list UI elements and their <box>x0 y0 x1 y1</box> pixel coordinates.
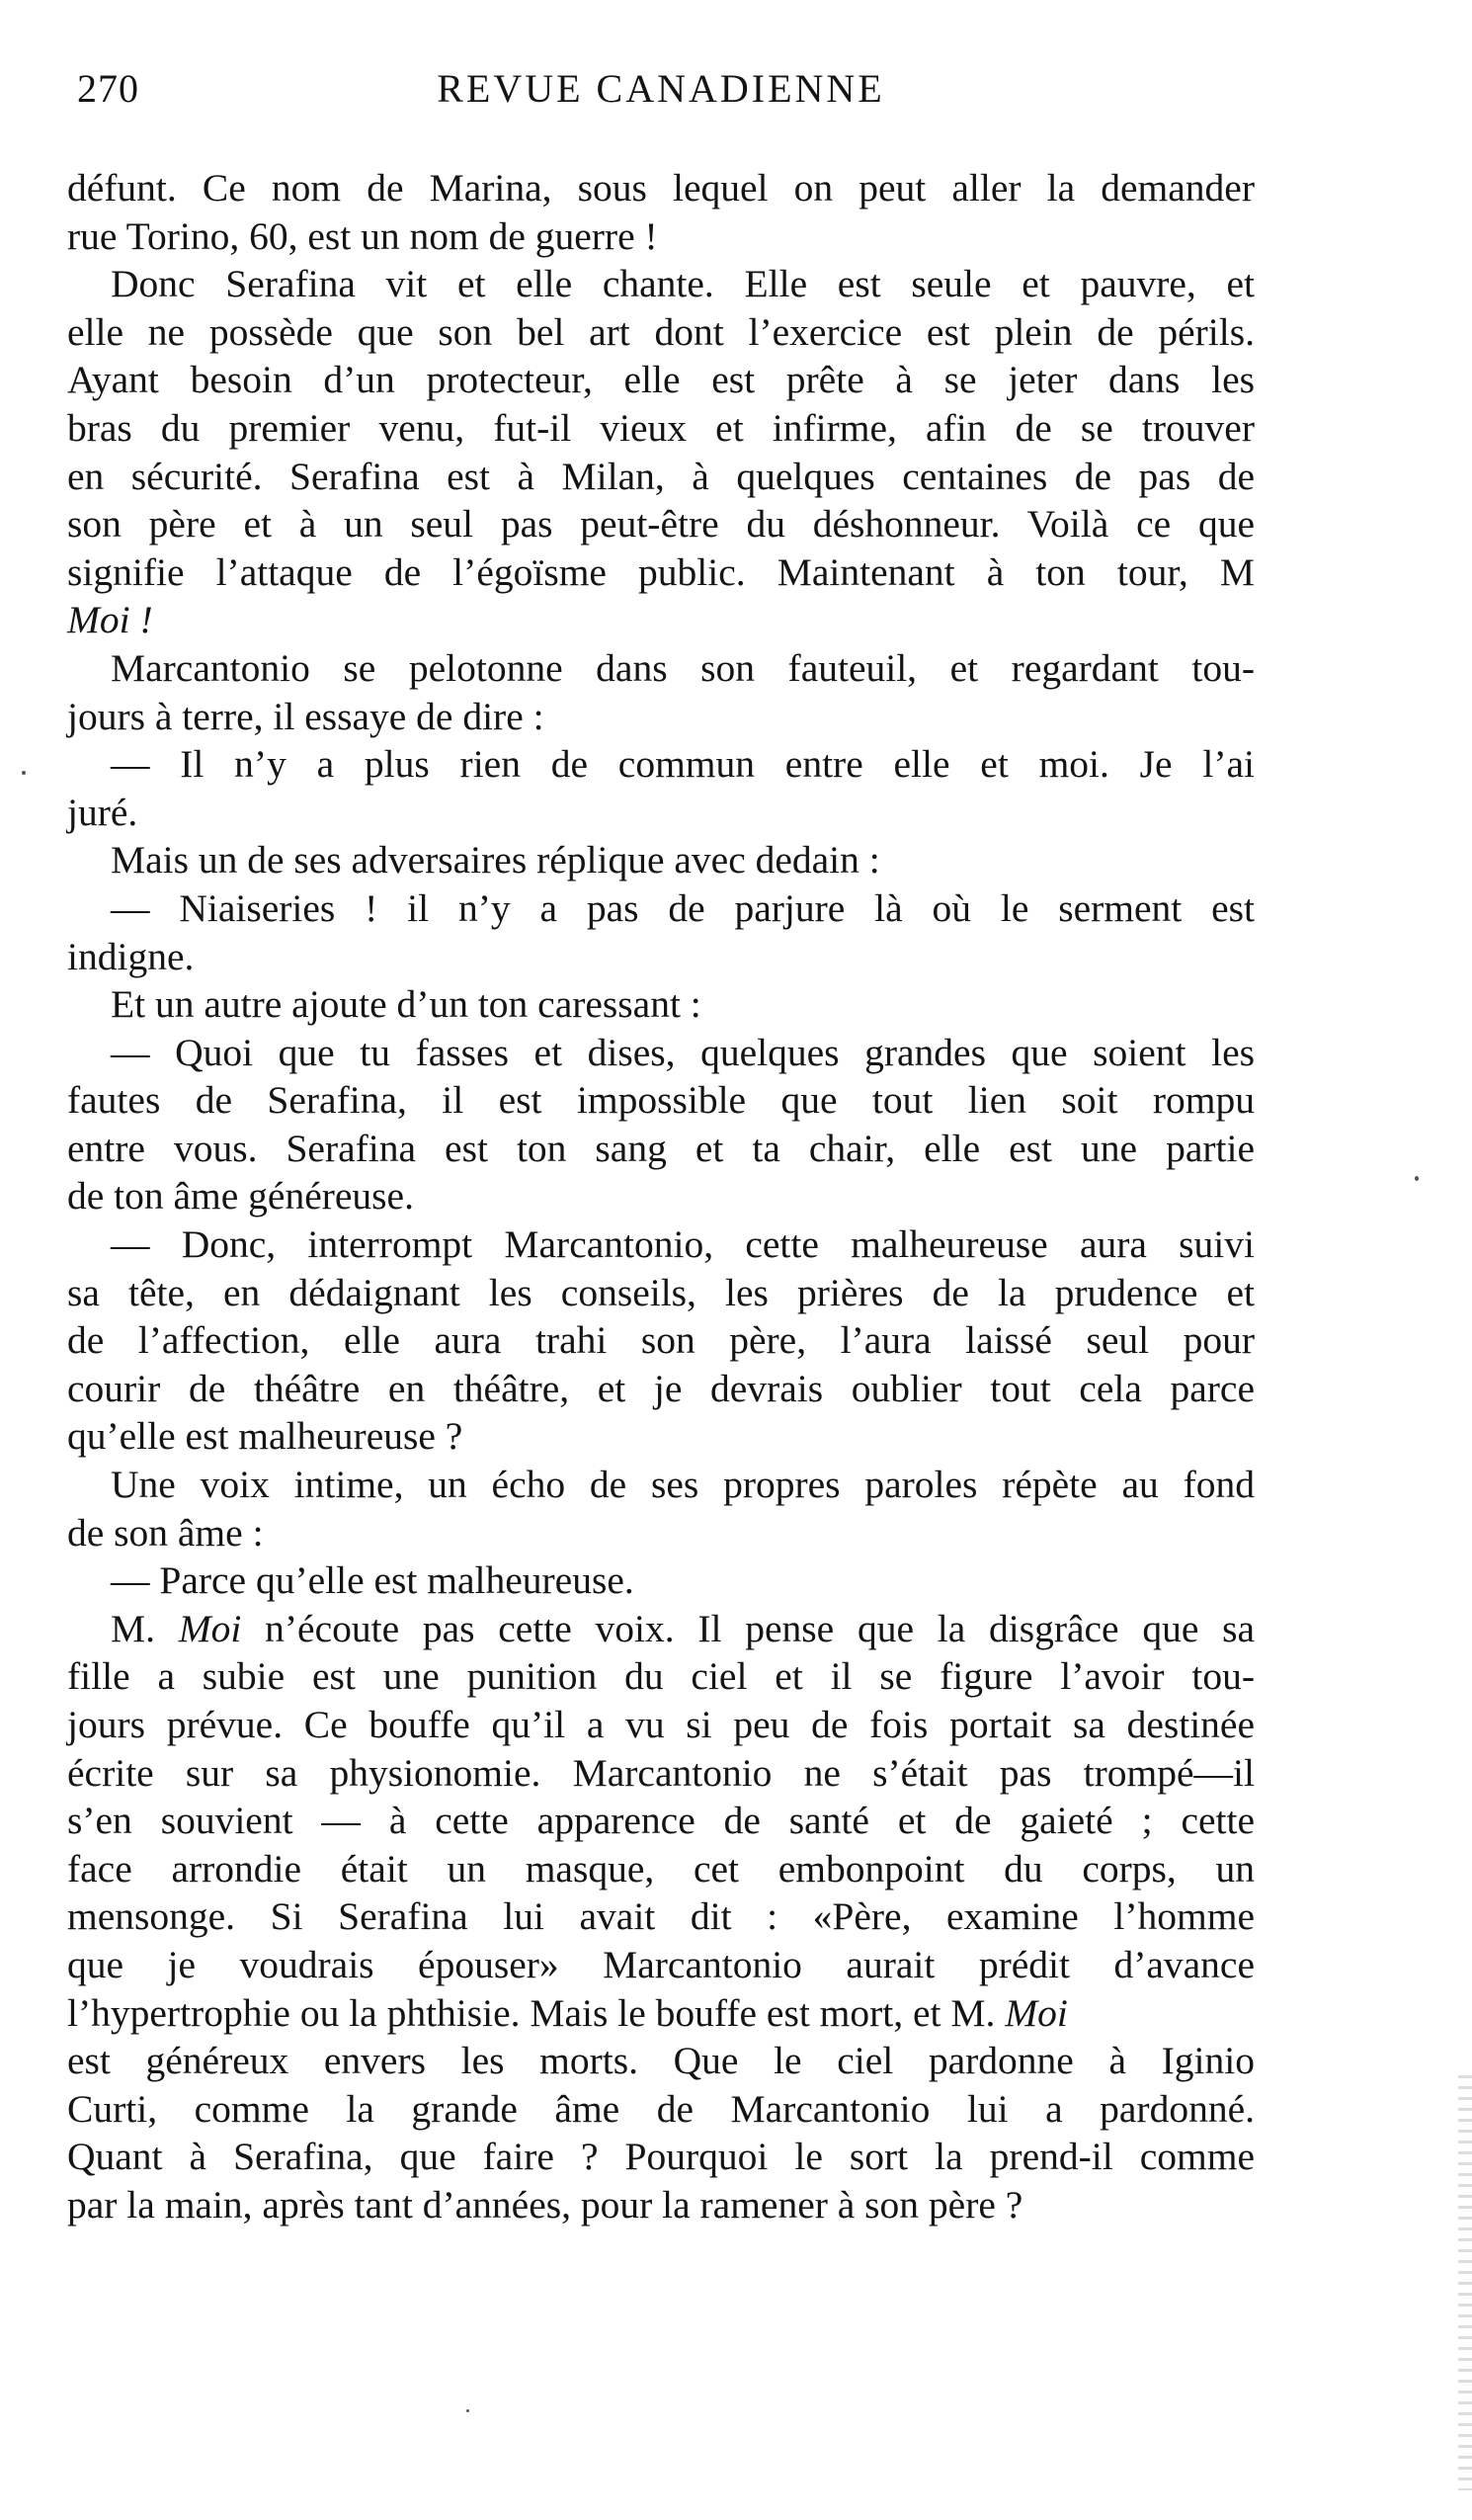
text-line: elle ne possède que son bel art dont l’exercice est plein de périls. <box>67 309 1255 354</box>
running-title: REVUE CANADIENNE <box>437 66 885 111</box>
text-line: indigne. <box>67 934 195 978</box>
text-line: mensonge. Si Serafina lui avait dit : «Père, examine l’homme <box>67 1894 1255 1939</box>
text-line: fautes de Serafina, il est impossible que tout lien soit rompu <box>67 1078 1255 1123</box>
text-line: bras du premier venu, fut-il vieux et infirme, afin de se trouver <box>67 405 1255 450</box>
text-fragment: n’écoute pas cette voix. Il pense que la disgrâce que sa <box>241 1606 1256 1650</box>
text-line: — Donc, interrompt Marcantonio, cette malheureuse aura suivi <box>111 1222 1255 1267</box>
text-line: sa tête, en dédaignant les conseils, les prières de la prudence et <box>67 1270 1255 1314</box>
text-line: en sécurité. Serafina est à Milan, à quelques centaines de pas de <box>67 454 1255 498</box>
text-line: par la main, après tant d’années, pour la ramener à son père ? <box>67 2182 1023 2226</box>
italic-name: Moi <box>1005 1990 1068 2035</box>
text-line: Ayant besoin d’un protecteur, elle est prête à se jeter dans les <box>67 358 1255 402</box>
italic-name: Moi <box>178 1606 242 1650</box>
page-header <box>67 59 1255 119</box>
text-fragment: M. <box>111 1606 179 1650</box>
text-line: juré. <box>67 790 138 834</box>
text-line: fille a subie est une punition du ciel et il se figure l’avoir tou- <box>67 1654 1255 1699</box>
book-page <box>67 59 1255 2229</box>
text-line: jours à terre, il essaye de dire : <box>67 694 544 738</box>
text-line: Donc Serafina vit et elle chante. Elle est seule et pauvre, et <box>111 262 1255 306</box>
text-line: — Parce qu’elle est malheureuse. <box>111 1558 634 1603</box>
text-line <box>67 1989 1255 2038</box>
body-text <box>67 164 1255 2229</box>
text-line: qu’elle est malheureuse ? <box>67 1414 463 1459</box>
text-line: entre vous. Serafina est ton sang et ta chair, elle est une partie <box>67 1126 1255 1170</box>
paper-speck <box>466 2409 469 2412</box>
paper-speck <box>22 771 26 775</box>
text-line: écrite sur sa physionomie. Marcantonio ne s’était pas trompé—il <box>67 1750 1255 1795</box>
text-line: signifie l’attaque de l’égoïsme public. Maintenant à ton tour, M <box>67 549 1255 594</box>
text-line: face arrondie était un masque, cet embonpoint du corps, un <box>67 1846 1255 1890</box>
text-line: — Niaiseries ! il n’y a pas de parjure là où le serment est <box>111 885 1255 930</box>
text-fragment: l’hypertrophie ou la phthisie. Mais le bouffe est mort, et M. <box>67 1990 1006 2035</box>
text-line: est généreux envers les morts. Que le ciel pardonne à Iginio <box>67 2039 1255 2083</box>
text-line: jours prévue. Ce bouffe qu’il a vu si peu de fois portait sa destinée <box>67 1703 1255 1746</box>
text-line: — Quoi que tu fasses et dises, quelques grandes que soient les <box>111 1030 1255 1074</box>
text-line: de son âme : <box>67 1510 264 1554</box>
page-number: 270 <box>77 66 139 111</box>
text-line: défunt. Ce nom de Marina, sous lequel on peut aller la demander <box>67 166 1255 210</box>
text-line: Moi ! <box>67 598 153 642</box>
text-line <box>67 1605 1255 1653</box>
text-line: son père et à un seul pas peut-être du déshonneur. Voilà ce que <box>67 502 1255 546</box>
paper-speck <box>1415 1176 1419 1181</box>
scan-edge-noise <box>1458 2075 1472 2490</box>
text-line: Et un autre ajoute d’un ton caressant : <box>111 982 701 1027</box>
text-line: rue Torino, 60, est un nom de guerre ! <box>67 213 658 258</box>
text-line: Mais un de ses adversaires réplique avec dedain : <box>111 838 880 882</box>
text-line: Quant à Serafina, que faire ? Pourquoi le sort la prend-il comme <box>67 2135 1255 2179</box>
text-line: Marcantonio se pelotonne dans son fauteuil, et regardant tou- <box>111 645 1255 690</box>
text-line: Une voix intime, un écho de ses propres paroles répète au fond <box>111 1463 1255 1507</box>
text-line: que je voudrais épouser» Marcantonio aurait prédit d’avance <box>67 1942 1255 1986</box>
text-line: Curti, comme la grande âme de Marcantonio lui a pardonné. <box>67 2086 1255 2131</box>
text-line: courir de théâtre en théâtre, et je devrais oublier tout cela parce <box>67 1366 1255 1410</box>
text-line: de ton âme généreuse. <box>67 1174 414 1218</box>
text-line: s’en souvient — à cette apparence de santé et de gaieté ; cette <box>67 1799 1255 1843</box>
text-line: — Il n’y a plus rien de commun entre elle et moi. Je l’ai <box>111 742 1255 787</box>
text-line: de l’affection, elle aura trahi son père, l’aura laissé seul pour <box>67 1318 1255 1363</box>
